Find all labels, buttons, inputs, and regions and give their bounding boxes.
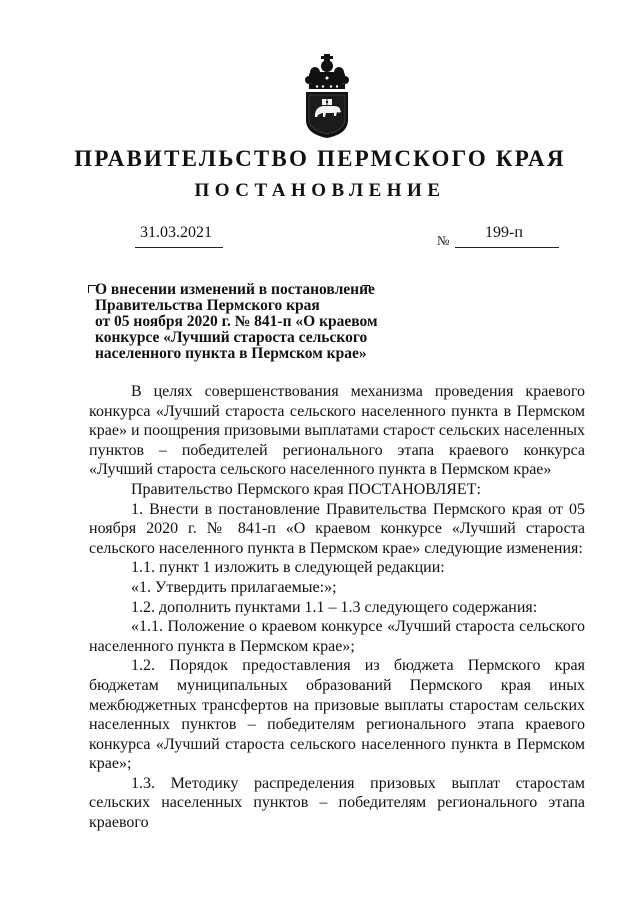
body-paragraph: 1.2. Порядок предоставления из бюджета Пермского края бюджетам муниципальных образований Пермского края иных межбюджетных трансфертов на призовые выплаты старостам сельских населенных пунктов – победителям регионального этапа краевого конкурса «Лучший староста сельского населенного пункта в Пермском крае»; [89, 657, 585, 773]
body-paragraph: Правительство Пермского края ПОСТАНОВЛЯЕТ: [131, 480, 481, 498]
subject-line: О внесении изменений в постановление [95, 281, 375, 298]
body-paragraph: «1.1. Положение о краевом конкурсе «Лучший староста сельского населенного пункта в Пермском крае»; [89, 618, 585, 655]
body-paragraph: «1. Утвердить прилагаемые:»; [131, 578, 337, 596]
document-date: 31.03.2021 [140, 224, 212, 241]
document-body [89, 382, 585, 833]
body-paragraph: В целях совершенствования механизма проведения краевого конкурса «Лучший староста сельского населенного пункта в Пермском крае» и поощрения призовыми выплатами старост сельских населенных пунктов – победителей регионального этапа краевого конкурса «Лучший староста сельского населенного пункта в Пермском крае» [89, 383, 585, 479]
date-underline [135, 247, 223, 248]
organization-title: ПРАВИТЕЛЬСТВО ПЕРМСКОГО КРАЯ [74, 146, 566, 171]
body-paragraph: 1.2. дополнить пунктами 1.1 – 1.3 следующего содержания: [131, 598, 538, 616]
document-subject [95, 282, 385, 362]
coat-of-arms-icon [303, 52, 351, 140]
number-sign: № [437, 233, 450, 248]
document-number: 199-п [485, 224, 523, 241]
body-paragraph: 1. Внести в постановление Правительства Пермского края от 05 ноября 2020 г. № 841-п «О краевом конкурсе «Лучший староста сельского населенного пункта в Пермском крае» следующие изменения: [89, 500, 585, 557]
body-paragraph: 1.1. пункт 1 изложить в следующей редакции: [131, 559, 445, 577]
body-paragraph: 1.3. Методику распределения призовых выплат старостам сельских населенных пунктов – победителям регионального этапа краевого [89, 774, 585, 832]
number-underline [455, 247, 559, 248]
subject-line: Правительства Пермского края [95, 297, 320, 314]
document-type: ПОСТАНОВЛЕНИЕ [194, 180, 446, 201]
subject-line: от 05 ноября 2020 г. № 841-п «О краевом [95, 313, 378, 330]
subject-line: населенного пункта в Пермском крае» [95, 345, 367, 362]
subject-line: конкурсе «Лучший староста сельского [95, 329, 368, 346]
